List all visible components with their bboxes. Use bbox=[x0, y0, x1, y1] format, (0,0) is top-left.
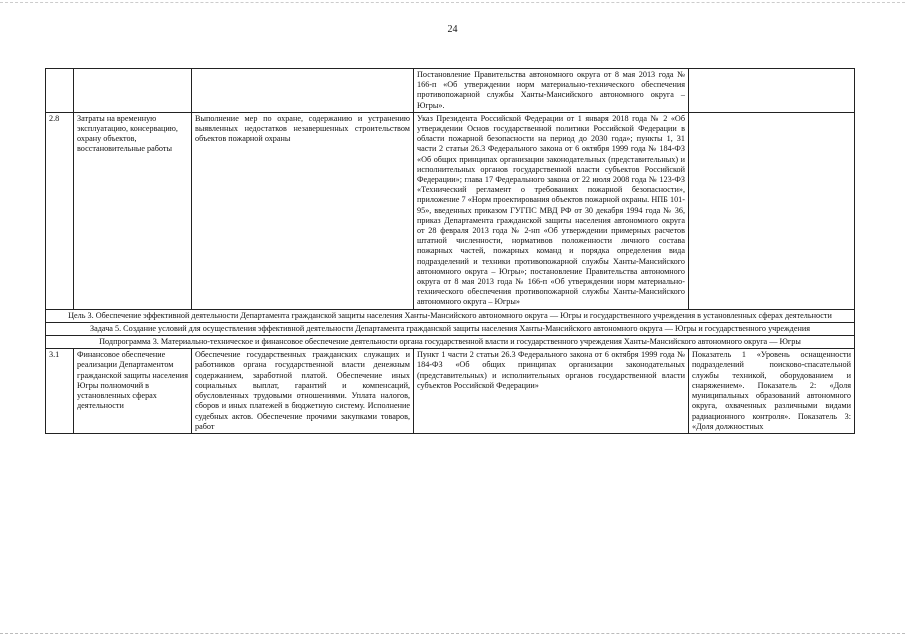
task-row bbox=[46, 322, 855, 335]
top-scan-edge bbox=[0, 2, 905, 3]
cell-law-text: Указ Президента Российской Федерации от 1 января 2018 года № 2 «Об утверждении Основ государственной политики Российской Федерации в области пожарной безопасности на период до 2030 года»; пункты 1, 31 части 2 статьи 26.3 Федерального закона от 6 октября 1999 года № 184-ФЗ «Об общих принципах организации законодательных (представительных) и исполнительных органов государственной власти субъектов Российской Федерации»; глава 17 Федерального закона от 22 июля 2008 года № 123-ФЗ «Технический регламент о требованиях пожарной безопасности», приложение 7 «Норм проектирования объектов пожарной охраны. НПБ 101-95», введенных приказом ГУГПС МВД РФ от 30 декабря 1994 года № 36, приказ Департамента гражданской защиты населения автономного округа от 28 февраля 2013 года № 2-нп «Об утверждении примерных расчетов штатной численности, нормативов положенности личного состава пожарных частей, пожарных команд и порядка определения вида подразделений и техники противопожарной службы Ханты-Мансийского автономного округа – Югры»; постановление Правительства автономного округа от 8 мая 2013 года № 166-п «Об утверждении норм материально-технического обеспечения противопожарной службы Ханты-Мансийского автономного округа – Югры» bbox=[414, 112, 689, 309]
cell-name: Затраты на временную эксплуатацию, консервацию, охрану объектов, восстановительные работы bbox=[74, 112, 192, 309]
cell-measures bbox=[192, 69, 414, 113]
table-row bbox=[46, 112, 855, 309]
table-row bbox=[46, 69, 855, 113]
cell-indicators bbox=[689, 112, 855, 309]
table-row bbox=[46, 349, 855, 434]
cell-name: Финансовое обеспечение реализации Департаментом гражданской защиты населения Югры полномочий в установленных сферах деятельности bbox=[74, 349, 192, 434]
cell-num: 3.1 bbox=[46, 349, 74, 434]
cell-law-text: Постановление Правительства автономного округа от 8 мая 2013 года № 166-п «Об утверждении норм материально-технического обеспечения противопожарной службы Ханты-Мансийского автономного округа – Югры». bbox=[414, 69, 689, 113]
cell-indicators bbox=[689, 69, 855, 113]
page-number: 24 bbox=[447, 24, 458, 35]
subprogram-heading: Подпрограмма 3. Материально-техническое и финансовое обеспечение деятельности органа государственной власти и государственного учреждения Ханты-Мансийского автономного округа — Югры bbox=[46, 336, 855, 349]
cell-measures: Обеспечение государственных гражданских служащих и работников органа государственной власти денежным содержанием, заработной платой. Обеспечение иных социальных выплат, гарантий и компенсаций, обусловленных трудовыми отношениями. Уплата налогов, сборов и иных платежей в бюджетную систему. Исполнение судебных актов. Обеспечение прочими закупками товаров, работ bbox=[192, 349, 414, 434]
cell-indicators: Показатель 1 «Уровень оснащенности подразделений поисково-спасательной службы техникой, оборудованием и снаряжением». Показатель 2: «Доля муниципальных образований автономного округа, охваченных различными видами радиационного контроля». Показатель 3: «Доля должностных bbox=[689, 349, 855, 434]
goal-heading: Цель 3. Обеспечение эффективной деятельности Департамента гражданской защиты населения Ханты-Мансийского автономного округа — Югры и государственного учреждения в установленных сферах деятельности bbox=[46, 309, 855, 322]
cell-num: 2.8 bbox=[46, 112, 74, 309]
cell-num bbox=[46, 69, 74, 113]
cell-law-text: Пункт 1 части 2 статьи 26.3 Федерального закона от 6 октября 1999 года № 184-ФЗ «Об общих принципах организации законодательных (представительных) и исполнительных органов государственной власти субъектов Российской Федерации» bbox=[414, 349, 689, 434]
goal-row bbox=[46, 309, 855, 322]
cell-measures: Выполнение мер по охране, содержанию и устранению выявленных недостатков незавершенных строительством объектов пожарной охраны bbox=[192, 112, 414, 309]
bottom-scan-edge bbox=[0, 633, 905, 634]
task-heading: Задача 5. Создание условий для осуществления эффективной деятельности Департамента гражданской защиты населения Ханты-Мансийского автономного округа — Югры и государственного учреждения bbox=[46, 322, 855, 335]
program-measures-table bbox=[45, 68, 855, 434]
cell-name bbox=[74, 69, 192, 113]
subprogram-row bbox=[46, 336, 855, 349]
